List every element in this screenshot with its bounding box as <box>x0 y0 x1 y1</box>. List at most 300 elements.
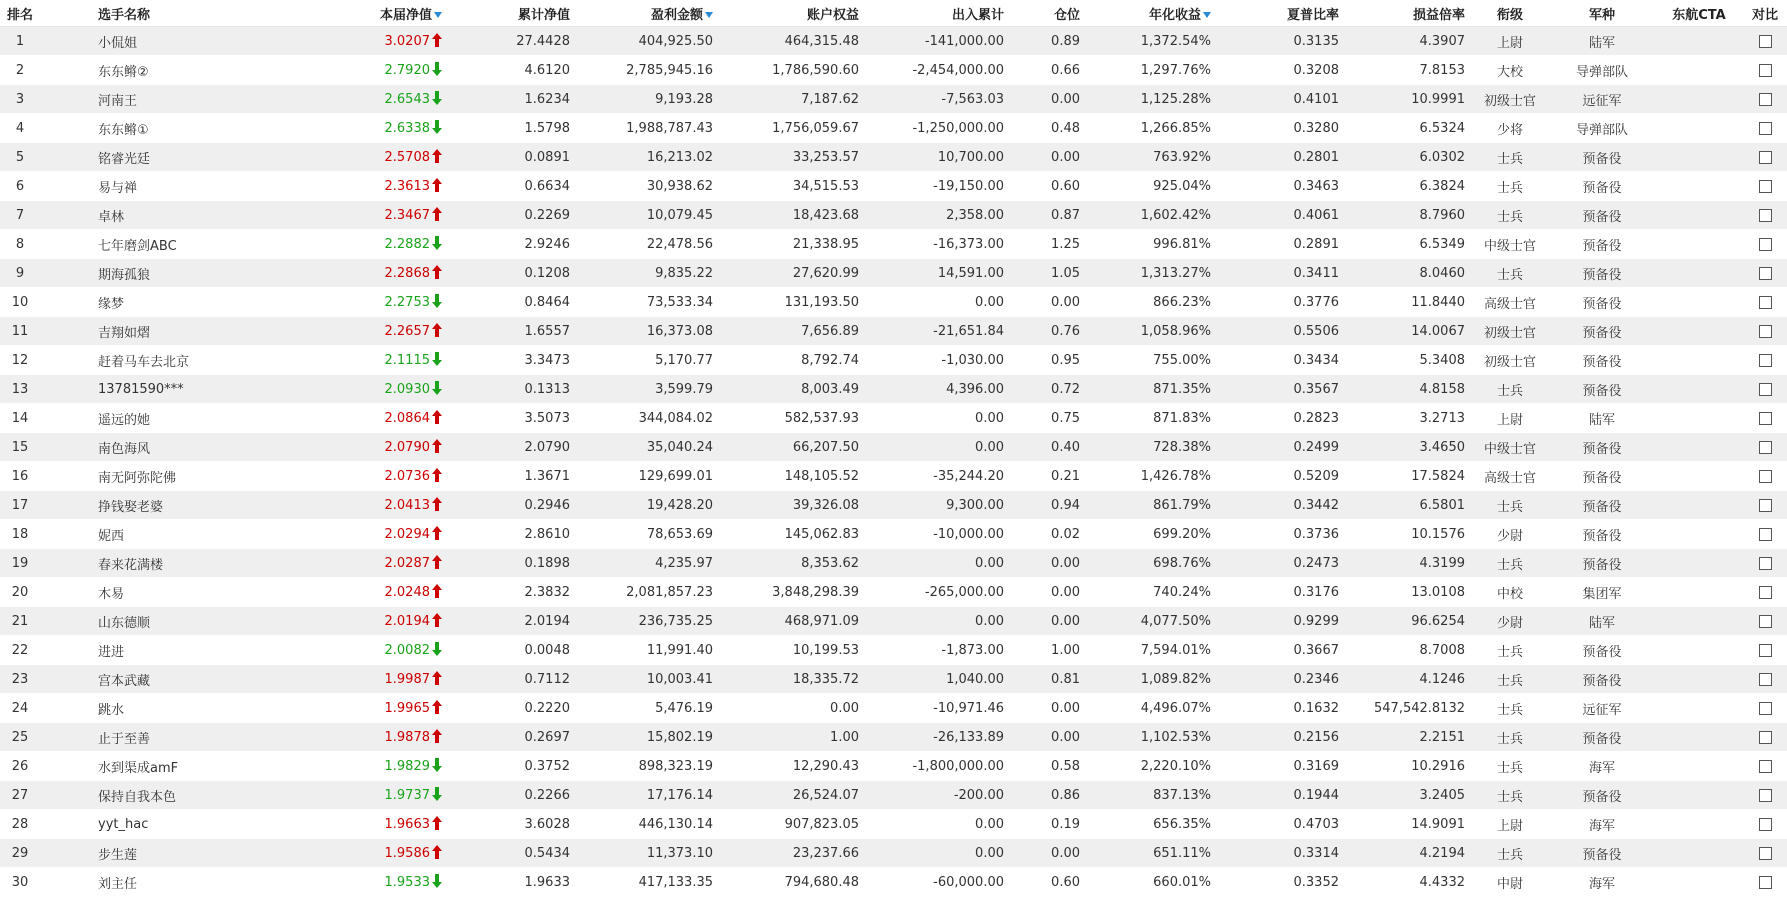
arrow-down-icon <box>432 874 442 888</box>
cell-pl-ratio: 4.4332 <box>1345 868 1471 897</box>
cell-name[interactable]: 跳水 <box>40 694 278 723</box>
arrow-up-icon <box>432 729 442 743</box>
arrow-up-icon <box>432 526 442 540</box>
table-row[interactable] <box>0 723 1787 752</box>
cell-branch: 预备役 <box>1549 143 1655 172</box>
compare-checkbox[interactable] <box>1759 615 1772 628</box>
cell-pl-ratio: 13.0108 <box>1345 578 1471 607</box>
cell-name[interactable]: 七年磨剑ABC <box>40 230 278 259</box>
cell-profit: 9,835.22 <box>576 259 719 288</box>
cell-pl-ratio: 4.2194 <box>1345 839 1471 868</box>
cell-profit: 404,925.50 <box>576 27 719 56</box>
cell-rank: 3 <box>0 85 40 114</box>
cell-name[interactable]: 易与禅 <box>40 172 278 201</box>
cell-inout: 0.00 <box>865 433 1010 462</box>
cell-name[interactable]: 小侃姐 <box>40 27 278 56</box>
cell-profit: 78,653.69 <box>576 520 719 549</box>
cell-rank-title: 中级士官 <box>1471 433 1549 462</box>
cell-rank: 28 <box>0 810 40 839</box>
arrow-down-icon <box>432 294 442 308</box>
cell-nav <box>278 114 448 143</box>
table-row[interactable] <box>0 462 1787 491</box>
cell-rank: 24 <box>0 694 40 723</box>
cell-name[interactable]: 宫本武藏 <box>40 665 278 694</box>
cell-compare <box>1743 549 1787 578</box>
cell-name[interactable]: 铭睿光廷 <box>40 143 278 172</box>
cell-rank: 13 <box>0 375 40 404</box>
cell-rank: 26 <box>0 752 40 781</box>
cell-name[interactable]: 13781590*** <box>40 375 278 404</box>
cell-equity: 39,326.08 <box>719 491 865 520</box>
compare-checkbox[interactable] <box>1759 180 1772 193</box>
arrow-down-icon <box>432 642 442 656</box>
cell-pl-ratio: 96.6254 <box>1345 607 1471 636</box>
compare-checkbox[interactable] <box>1759 354 1772 367</box>
cell-inout: -16,373.00 <box>865 230 1010 259</box>
col-header-inout[interactable]: 出入累计 <box>865 0 1010 27</box>
cell-rank-title: 士兵 <box>1471 491 1549 520</box>
cell-equity: 582,537.93 <box>719 404 865 433</box>
nav-value: 2.3467 <box>384 208 430 223</box>
compare-checkbox[interactable] <box>1759 64 1772 77</box>
cell-compare <box>1743 723 1787 752</box>
cell-position: 1.05 <box>1010 259 1086 288</box>
cell-name[interactable]: 山东德顺 <box>40 607 278 636</box>
cell-compare <box>1743 404 1787 433</box>
cell-position: 0.00 <box>1010 288 1086 317</box>
cell-cum-nav: 1.9633 <box>448 868 576 897</box>
cell-pl-ratio: 547,542.8132 <box>1345 694 1471 723</box>
cell-nav <box>278 288 448 317</box>
cell-cum-nav: 0.2266 <box>448 781 576 810</box>
table-row[interactable] <box>0 839 1787 868</box>
nav-value: 2.0930 <box>384 382 430 397</box>
cell-inout: 0.00 <box>865 288 1010 317</box>
table-row[interactable] <box>0 259 1787 288</box>
cell-rank: 23 <box>0 665 40 694</box>
cell-profit: 5,476.19 <box>576 694 719 723</box>
cell-branch: 预备役 <box>1549 288 1655 317</box>
cell-compare <box>1743 172 1787 201</box>
cell-name[interactable]: 遥远的她 <box>40 404 278 433</box>
nav-value: 2.5708 <box>384 150 430 165</box>
cell-nav <box>278 259 448 288</box>
cell-name[interactable]: 步生莲 <box>40 839 278 868</box>
table-row[interactable] <box>0 868 1787 897</box>
cell-rank-title: 大校 <box>1471 56 1549 85</box>
cell-pl-ratio: 7.8153 <box>1345 56 1471 85</box>
table-row[interactable] <box>0 520 1787 549</box>
table-row[interactable] <box>0 752 1787 781</box>
cell-sharpe: 0.3176 <box>1217 578 1345 607</box>
cell-sharpe: 0.1632 <box>1217 694 1345 723</box>
cell-nav <box>278 491 448 520</box>
col-header-rank-title[interactable]: 衔级 <box>1471 0 1549 27</box>
cell-equity: 468,971.09 <box>719 607 865 636</box>
table-row[interactable] <box>0 549 1787 578</box>
col-header-nav[interactable]: 本届净值 <box>278 0 448 27</box>
table-row[interactable] <box>0 375 1787 404</box>
sort-down-icon[interactable] <box>1203 12 1211 18</box>
arrow-up-icon <box>432 555 442 569</box>
cell-pl-ratio: 4.1246 <box>1345 665 1471 694</box>
col-header-annual[interactable]: 年化收益 <box>1086 0 1217 27</box>
cell-branch: 预备役 <box>1549 317 1655 346</box>
cell-nav <box>278 201 448 230</box>
cell-rank: 12 <box>0 346 40 375</box>
compare-checkbox[interactable] <box>1759 151 1772 164</box>
cell-nav <box>278 317 448 346</box>
cell-profit: 5,170.77 <box>576 346 719 375</box>
cell-cum-nav: 0.6634 <box>448 172 576 201</box>
cell-pl-ratio: 3.2713 <box>1345 404 1471 433</box>
compare-checkbox[interactable] <box>1759 528 1772 541</box>
col-header-pl-ratio[interactable]: 损益倍率 <box>1345 0 1471 27</box>
table-row[interactable] <box>0 433 1787 462</box>
cell-position: 0.95 <box>1010 346 1086 375</box>
compare-checkbox[interactable] <box>1759 586 1772 599</box>
arrow-up-icon <box>432 468 442 482</box>
cell-cum-nav: 3.5073 <box>448 404 576 433</box>
table-body <box>0 27 1787 897</box>
cell-position: 0.21 <box>1010 462 1086 491</box>
cell-nav <box>278 665 448 694</box>
col-header-sharpe[interactable]: 夏普比率 <box>1217 0 1345 27</box>
cell-position: 0.86 <box>1010 781 1086 810</box>
cell-branch: 导弹部队 <box>1549 56 1655 85</box>
cell-inout: 1,040.00 <box>865 665 1010 694</box>
cell-profit: 30,938.62 <box>576 172 719 201</box>
compare-checkbox[interactable] <box>1759 441 1772 454</box>
cell-name[interactable]: 缘梦 <box>40 288 278 317</box>
col-header-profit[interactable]: 盈利金额 <box>576 0 719 27</box>
cell-nav <box>278 143 448 172</box>
cell-name[interactable]: 东东鳉① <box>40 114 278 143</box>
cell-rank: 7 <box>0 201 40 230</box>
table-row[interactable] <box>0 810 1787 839</box>
cell-annual: 763.92% <box>1086 143 1217 172</box>
cell-pl-ratio: 14.9091 <box>1345 810 1471 839</box>
cell-name[interactable]: 进进 <box>40 636 278 665</box>
cell-rank-title: 少尉 <box>1471 607 1549 636</box>
cell-sharpe: 0.5506 <box>1217 317 1345 346</box>
table-row[interactable] <box>0 143 1787 172</box>
cell-name[interactable]: 赶着马车去北京 <box>40 346 278 375</box>
cell-branch: 预备役 <box>1549 433 1655 462</box>
cell-inout: -60,000.00 <box>865 868 1010 897</box>
cell-rank-title: 士兵 <box>1471 723 1549 752</box>
cell-name[interactable]: 止于至善 <box>40 723 278 752</box>
cell-annual: 698.76% <box>1086 549 1217 578</box>
compare-checkbox[interactable] <box>1759 876 1772 889</box>
nav-value: 1.9663 <box>384 817 430 832</box>
compare-checkbox[interactable] <box>1759 35 1772 48</box>
nav-value: 2.7920 <box>384 63 430 78</box>
cell-pl-ratio: 6.5349 <box>1345 230 1471 259</box>
nav-value: 2.2657 <box>384 324 430 339</box>
cell-position: 0.60 <box>1010 868 1086 897</box>
nav-value: 2.2882 <box>384 237 430 252</box>
cell-rank: 21 <box>0 607 40 636</box>
compare-checkbox[interactable] <box>1759 847 1772 860</box>
col-header-name[interactable]: 选手名称 <box>40 0 278 27</box>
cell-annual: 871.35% <box>1086 375 1217 404</box>
table-row[interactable] <box>0 172 1787 201</box>
cell-profit: 2,785,945.16 <box>576 56 719 85</box>
cell-profit: 11,373.10 <box>576 839 719 868</box>
compare-checkbox[interactable] <box>1759 702 1772 715</box>
cell-position: 0.60 <box>1010 172 1086 201</box>
cell-equity: 3,848,298.39 <box>719 578 865 607</box>
table-row[interactable] <box>0 665 1787 694</box>
cell-equity: 464,315.48 <box>719 27 865 56</box>
cell-cum-nav: 2.9246 <box>448 230 576 259</box>
cell-compare <box>1743 259 1787 288</box>
cell-name[interactable]: 挣钱娶老婆 <box>40 491 278 520</box>
arrow-down-icon <box>432 236 442 250</box>
cell-rank: 5 <box>0 143 40 172</box>
cell-equity: 18,335.72 <box>719 665 865 694</box>
compare-checkbox[interactable] <box>1759 499 1772 512</box>
cell-sharpe: 0.9299 <box>1217 607 1345 636</box>
cell-profit: 446,130.14 <box>576 810 719 839</box>
cell-sharpe: 0.3352 <box>1217 868 1345 897</box>
cell-profit: 22,478.56 <box>576 230 719 259</box>
col-header-compare[interactable]: 对比 <box>1743 0 1787 27</box>
cell-annual: 1,125.28% <box>1086 85 1217 114</box>
table-row[interactable] <box>0 201 1787 230</box>
cell-name[interactable]: 期海孤狼 <box>40 259 278 288</box>
cell-pl-ratio: 14.0067 <box>1345 317 1471 346</box>
cell-cta <box>1655 27 1743 56</box>
cell-cta <box>1655 636 1743 665</box>
compare-checkbox[interactable] <box>1759 760 1772 773</box>
cell-profit: 898,323.19 <box>576 752 719 781</box>
cell-branch: 远征军 <box>1549 694 1655 723</box>
cell-rank: 10 <box>0 288 40 317</box>
cell-nav <box>278 375 448 404</box>
cell-rank: 18 <box>0 520 40 549</box>
table-row[interactable] <box>0 578 1787 607</box>
table-row[interactable] <box>0 27 1787 56</box>
cell-name[interactable]: 南色海风 <box>40 433 278 462</box>
cell-annual: 1,372.54% <box>1086 27 1217 56</box>
cell-name[interactable]: 南无阿弥陀佛 <box>40 462 278 491</box>
arrow-up-icon <box>432 33 442 47</box>
cell-compare <box>1743 433 1787 462</box>
cell-rank: 1 <box>0 27 40 56</box>
cell-cta <box>1655 259 1743 288</box>
cell-name[interactable]: 卓林 <box>40 201 278 230</box>
cell-name[interactable]: 刘主任 <box>40 868 278 897</box>
cell-annual: 4,077.50% <box>1086 607 1217 636</box>
compare-checkbox[interactable] <box>1759 731 1772 744</box>
cell-position: 0.66 <box>1010 56 1086 85</box>
cell-profit: 417,133.35 <box>576 868 719 897</box>
compare-checkbox[interactable] <box>1759 412 1772 425</box>
compare-checkbox[interactable] <box>1759 122 1772 135</box>
col-header-rank[interactable]: 排名 <box>0 0 40 27</box>
cell-nav <box>278 752 448 781</box>
arrow-up-icon <box>432 207 442 221</box>
cell-compare <box>1743 520 1787 549</box>
col-header-position[interactable]: 仓位 <box>1010 0 1086 27</box>
cell-rank: 17 <box>0 491 40 520</box>
cell-rank: 15 <box>0 433 40 462</box>
cell-position: 0.00 <box>1010 723 1086 752</box>
cell-cta <box>1655 85 1743 114</box>
arrow-down-icon <box>432 381 442 395</box>
cell-compare <box>1743 288 1787 317</box>
cell-position: 0.00 <box>1010 607 1086 636</box>
cell-sharpe: 0.2801 <box>1217 143 1345 172</box>
cell-branch: 预备役 <box>1549 201 1655 230</box>
table-row[interactable] <box>0 694 1787 723</box>
cell-equity: 7,656.89 <box>719 317 865 346</box>
cell-cum-nav: 4.6120 <box>448 56 576 85</box>
arrow-down-icon <box>432 120 442 134</box>
nav-value: 2.0736 <box>384 469 430 484</box>
cell-branch: 预备役 <box>1549 259 1655 288</box>
cell-sharpe: 0.3135 <box>1217 27 1345 56</box>
cell-annual: 1,602.42% <box>1086 201 1217 230</box>
cell-pl-ratio: 4.3199 <box>1345 549 1471 578</box>
cell-cta <box>1655 752 1743 781</box>
cell-pl-ratio: 4.8158 <box>1345 375 1471 404</box>
cell-name[interactable]: 东东鳉② <box>40 56 278 85</box>
cell-cta <box>1655 433 1743 462</box>
cell-branch: 海军 <box>1549 752 1655 781</box>
table-row[interactable] <box>0 230 1787 259</box>
cell-name[interactable]: 木易 <box>40 578 278 607</box>
cell-name[interactable]: 保持自我本色 <box>40 781 278 810</box>
cell-cta <box>1655 404 1743 433</box>
cell-cum-nav: 3.6028 <box>448 810 576 839</box>
cell-branch: 预备役 <box>1549 723 1655 752</box>
compare-checkbox[interactable] <box>1759 789 1772 802</box>
arrow-down-icon <box>432 91 442 105</box>
table-row[interactable] <box>0 288 1787 317</box>
cell-name[interactable]: yyt_hac <box>40 810 278 839</box>
col-header-equity[interactable]: 账户权益 <box>719 0 865 27</box>
cell-equity: 794,680.48 <box>719 868 865 897</box>
table-row[interactable] <box>0 85 1787 114</box>
cell-position: 0.76 <box>1010 317 1086 346</box>
table-row[interactable] <box>0 56 1787 85</box>
compare-checkbox[interactable] <box>1759 557 1772 570</box>
nav-value: 2.6543 <box>384 92 430 107</box>
cell-compare <box>1743 317 1787 346</box>
cell-annual: 1,266.85% <box>1086 114 1217 143</box>
cell-equity: 0.00 <box>719 694 865 723</box>
cell-profit: 9,193.28 <box>576 85 719 114</box>
compare-checkbox[interactable] <box>1759 93 1772 106</box>
arrow-up-icon <box>432 410 442 424</box>
table-row[interactable] <box>0 404 1787 433</box>
cell-position: 0.94 <box>1010 491 1086 520</box>
compare-checkbox[interactable] <box>1759 818 1772 831</box>
cell-equity: 7,187.62 <box>719 85 865 114</box>
sort-down-icon[interactable] <box>434 12 442 18</box>
cell-name[interactable]: 河南王 <box>40 85 278 114</box>
cell-branch: 预备役 <box>1549 230 1655 259</box>
cell-sharpe: 0.3736 <box>1217 520 1345 549</box>
cell-name[interactable]: 妮西 <box>40 520 278 549</box>
compare-checkbox[interactable] <box>1759 209 1772 222</box>
compare-checkbox[interactable] <box>1759 325 1772 338</box>
cell-cta <box>1655 549 1743 578</box>
cell-rank-title: 士兵 <box>1471 839 1549 868</box>
cell-nav <box>278 810 448 839</box>
table-row[interactable] <box>0 114 1787 143</box>
cell-inout: -7,563.03 <box>865 85 1010 114</box>
cell-cum-nav: 3.3473 <box>448 346 576 375</box>
col-header-cum-nav[interactable]: 累计净值 <box>448 0 576 27</box>
compare-checkbox[interactable] <box>1759 673 1772 686</box>
table-row[interactable] <box>0 491 1787 520</box>
cell-name[interactable]: 春来花满楼 <box>40 549 278 578</box>
cell-compare <box>1743 114 1787 143</box>
table-row[interactable] <box>0 317 1787 346</box>
cell-annual: 1,058.96% <box>1086 317 1217 346</box>
arrow-down-icon <box>432 787 442 801</box>
cell-nav <box>278 404 448 433</box>
cell-name[interactable]: 水到渠成amF <box>40 752 278 781</box>
table-row[interactable] <box>0 346 1787 375</box>
cell-annual: 837.13% <box>1086 781 1217 810</box>
cell-rank: 4 <box>0 114 40 143</box>
compare-checkbox[interactable] <box>1759 383 1772 396</box>
table-row[interactable] <box>0 607 1787 636</box>
cell-sharpe: 0.2156 <box>1217 723 1345 752</box>
compare-checkbox[interactable] <box>1759 644 1772 657</box>
cell-cum-nav: 0.7112 <box>448 665 576 694</box>
compare-checkbox[interactable] <box>1759 470 1772 483</box>
col-header-branch[interactable]: 军种 <box>1549 0 1655 27</box>
cell-position: 0.19 <box>1010 810 1086 839</box>
cell-cum-nav: 27.4428 <box>448 27 576 56</box>
cell-sharpe: 0.3667 <box>1217 636 1345 665</box>
cell-cta <box>1655 723 1743 752</box>
cell-sharpe: 0.3776 <box>1217 288 1345 317</box>
cell-cta <box>1655 56 1743 85</box>
compare-checkbox[interactable] <box>1759 238 1772 251</box>
cell-compare <box>1743 636 1787 665</box>
cell-profit: 4,235.97 <box>576 549 719 578</box>
cell-pl-ratio: 6.0302 <box>1345 143 1471 172</box>
cell-inout: 4,396.00 <box>865 375 1010 404</box>
cell-rank-title: 士兵 <box>1471 259 1549 288</box>
table-row[interactable] <box>0 781 1787 810</box>
cell-rank-title: 上尉 <box>1471 404 1549 433</box>
sort-down-icon[interactable] <box>705 12 713 18</box>
cell-profit: 11,991.40 <box>576 636 719 665</box>
table-row[interactable] <box>0 636 1787 665</box>
cell-sharpe: 0.3567 <box>1217 375 1345 404</box>
compare-checkbox[interactable] <box>1759 267 1772 280</box>
compare-checkbox[interactable] <box>1759 296 1772 309</box>
col-header-cta[interactable]: 东航CTA <box>1655 0 1743 27</box>
cell-equity: 8,792.74 <box>719 346 865 375</box>
cell-annual: 728.38% <box>1086 433 1217 462</box>
cell-sharpe: 0.5209 <box>1217 462 1345 491</box>
cell-name[interactable]: 吉翔如熠 <box>40 317 278 346</box>
cell-rank-title: 士兵 <box>1471 143 1549 172</box>
nav-value: 2.0413 <box>384 498 430 513</box>
cell-sharpe: 0.3442 <box>1217 491 1345 520</box>
cell-inout: -200.00 <box>865 781 1010 810</box>
cell-annual: 660.01% <box>1086 868 1217 897</box>
